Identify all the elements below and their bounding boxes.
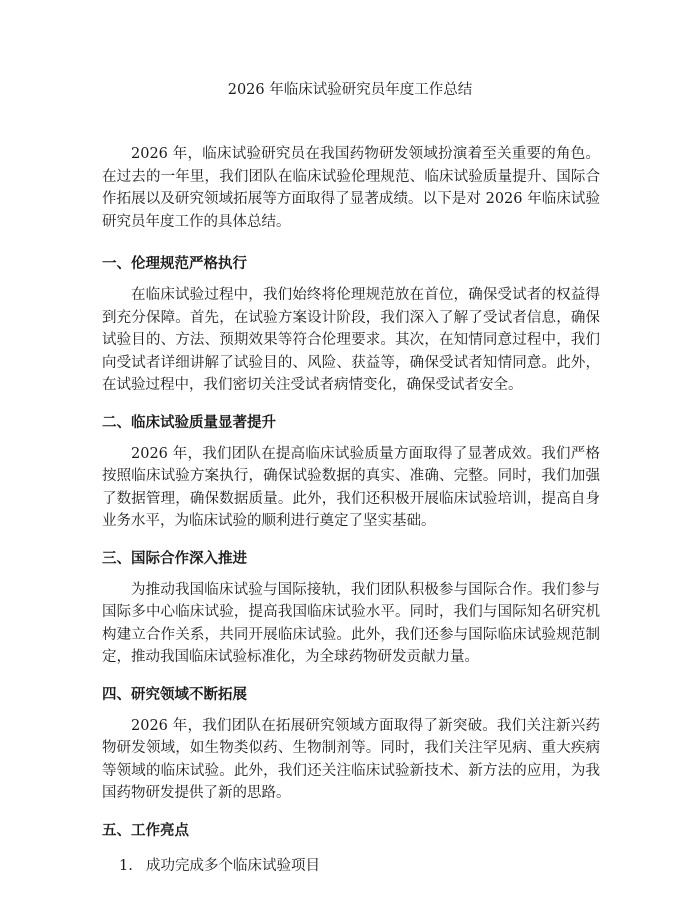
section-heading-quality: 二、临床试验质量显著提升	[102, 414, 276, 431]
section-body-research: 2026 年，我们团队在拓展研究领域方面取得了新突破。我们关注新兴药物研发领域，如生物类似药、生物制剂等。同时，我们关注罕见病、重大疾病等领域的临床试验。此外，我们还关注临床试验新技术、新方法的应用，为我国药物研发提供了新的思路。	[102, 717, 600, 801]
section-body-international: 为推动我国临床试验与国际接轨，我们团队积极参与国际合作。我们参与国际多中心临床试验，提高我国临床试验水平。同时，我们与国际知名研究机构建立合作关系，共同开展临床试验。此外，我们还参与国际临床试验规范制定，推动我国临床试验标准化，为全球药物研发贡献力量。	[102, 581, 600, 665]
highlights-list	[102, 855, 600, 877]
section-body-ethics: 在临床试验过程中，我们始终将伦理规范放在首位，确保受试者的权益得到充分保障。首先，在试验方案设计阶段，我们深入了解了受试者信息，确保试验目的、方法、预期效果等符合伦理要求。其次，在知情同意过程中，我们向受试者详细讲解了试验目的、风险、获益等，确保受试者知情同意。此外，在试验过程中，我们密切关注受试者病情变化，确保受试者安全。	[102, 287, 600, 393]
section-heading-international: 三、国际合作深入推进	[102, 550, 247, 567]
list-item-text: 成功完成多个临床试验项目	[146, 857, 320, 874]
section-heading-ethics: 一、伦理规范严格执行	[102, 256, 247, 272]
section-heading-highlights: 五、工作亮点	[102, 822, 189, 839]
list-item-number: 1.	[119, 857, 133, 874]
document-body	[102, 143, 600, 877]
list-item	[102, 855, 600, 877]
intro-paragraph: 2026 年，临床试验研究员在我国药物研发领域扮演着至关重要的角色。在过去的一年里，我们团队在临床试验伦理规范、临床试验质量提升、国际合作拓展以及研究领域拓展等方面取得了显著成绩。以下是对 2026 年临床试验研究员年度工作的具体总结。	[102, 146, 600, 230]
document-title: 2026 年临床试验研究员年度工作总结	[227, 82, 473, 98]
section-body-quality: 2026 年，我们团队在提高临床试验质量方面取得了显著成效。我们严格按照临床试验方案执行，确保试验数据的真实、准确、完整。同时，我们加强了数据管理，确保数据质量。此外，我们还积极开展临床试验培训，提高自身业务水平，为临床试验的顺利进行奠定了坚实基础。	[102, 445, 600, 529]
section-heading-research: 四、研究领域不断拓展	[102, 686, 247, 703]
